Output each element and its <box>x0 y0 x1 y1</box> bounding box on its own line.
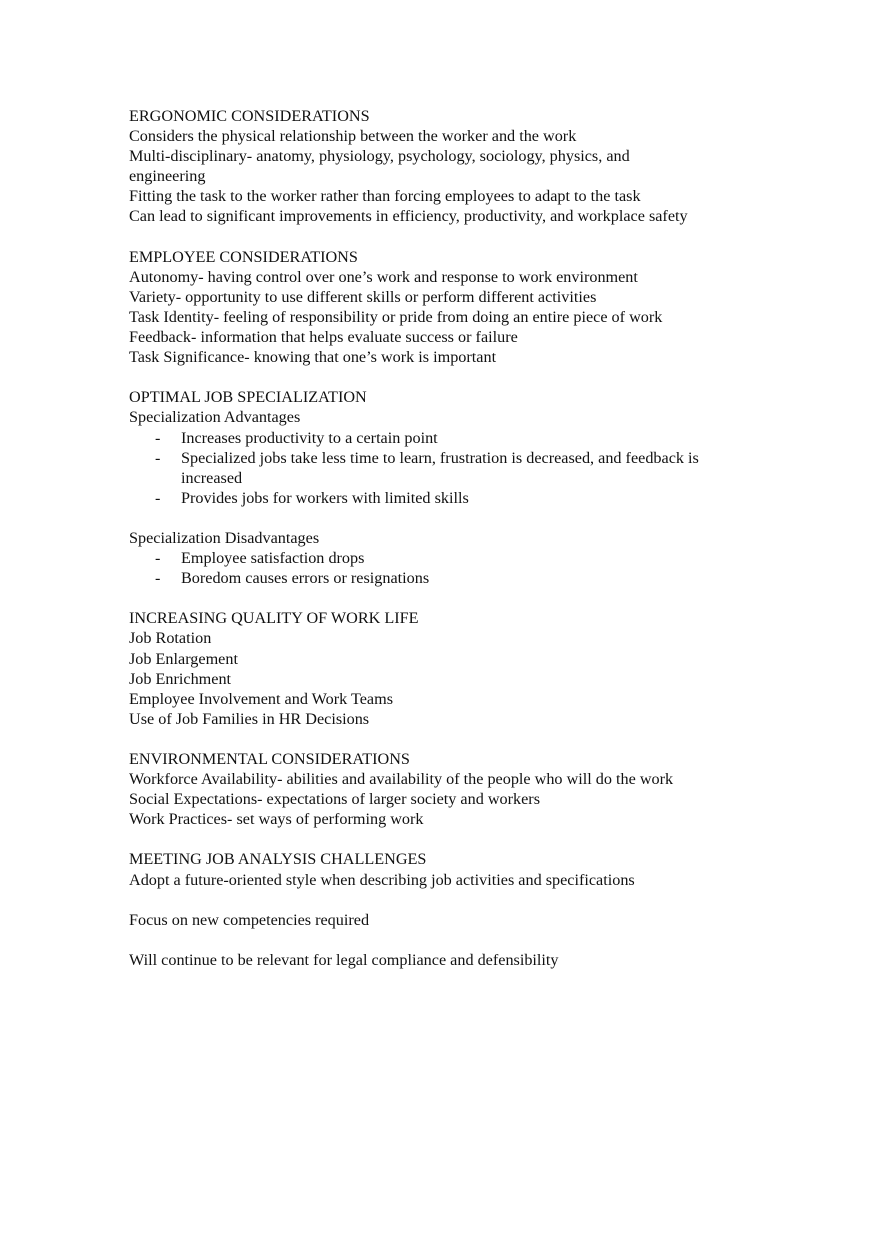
list-item <box>129 428 749 448</box>
section-heading-environmental: ENVIRONMENTAL CONSIDERATIONS <box>129 750 410 768</box>
bullet-dash: - <box>155 549 161 568</box>
text-line: Job Rotation <box>129 629 212 648</box>
text-line: Autonomy- having control over one’s work and response to work environment <box>129 267 638 286</box>
text-line: Will continue to be relevant for legal compliance and defensibility <box>129 950 559 969</box>
bullet-dash: - <box>155 428 161 447</box>
section-heading-quality: INCREASING QUALITY OF WORK LIFE <box>129 609 419 628</box>
disadvantages-list <box>129 548 749 588</box>
spacer <box>129 829 749 849</box>
text-line: Multi-disciplinary- anatomy, physiology, psychology, sociology, physics, and engineering <box>129 147 630 186</box>
text-line: Work Practices- set ways of performing work <box>129 810 424 829</box>
list-item <box>129 548 749 568</box>
spacer <box>129 930 749 950</box>
text-line: Can lead to significant improvements in efficiency, productivity, and workplace safety <box>129 207 688 226</box>
section-heading-specialization: OPTIMAL JOB SPECIALIZATION <box>129 388 367 407</box>
spacer <box>129 588 749 608</box>
spacer <box>129 890 749 910</box>
text-line: Task Significance- knowing that one’s work is important <box>129 348 497 367</box>
list-item <box>129 448 741 488</box>
text-line: Fitting the task to the worker rather than forcing employees to adapt to the task <box>129 187 641 206</box>
spacer <box>129 367 749 387</box>
spacer <box>129 508 749 528</box>
bullet-dash: - <box>155 488 161 507</box>
list-item-text: Provides jobs for workers with limited skills <box>181 488 469 507</box>
bullet-dash: - <box>155 448 161 467</box>
text-line: Focus on new competencies required <box>129 910 370 929</box>
text-line: Adopt a future-oriented style when describing job activities and specifications <box>129 870 635 889</box>
text-line: Social Expectations- expectations of larger society and workers <box>129 790 540 809</box>
section-heading-challenges: MEETING JOB ANALYSIS CHALLENGES <box>129 850 427 869</box>
section-heading-ergonomic: ERGONOMIC CONSIDERATIONS <box>129 107 370 125</box>
text-line: Considers the physical relationship between the worker and the work <box>129 127 577 146</box>
list-item <box>129 568 749 588</box>
list-item-text: Boredom causes errors or resignations <box>181 569 430 588</box>
section-heading-employee: EMPLOYEE CONSIDERATIONS <box>129 247 358 266</box>
list-item <box>129 488 749 508</box>
text-line: Job Enrichment <box>129 669 232 688</box>
text-line: Job Enlargement <box>129 649 238 668</box>
bullet-dash: - <box>155 569 161 588</box>
text-line: Variety- opportunity to use different skills or perform different activities <box>129 287 597 306</box>
advantages-list <box>129 428 749 508</box>
text-line: Employee Involvement and Work Teams <box>129 689 393 708</box>
subheading-disadvantages: Specialization Disadvantages <box>129 528 320 547</box>
text-line: Feedback- information that helps evaluate success or failure <box>129 328 518 347</box>
list-item-text: Employee satisfaction drops <box>181 549 365 568</box>
list-item-text: Specialized jobs take less time to learn, frustration is decreased, and feedback is increased <box>181 448 699 487</box>
text-line: Task Identity- feeling of responsibility or pride from doing an entire piece of work <box>129 307 663 326</box>
text-line: Workforce Availability- abilities and availability of the people who will do the work <box>129 770 674 789</box>
spacer <box>129 729 749 749</box>
list-item-text: Increases productivity to a certain point <box>181 428 438 447</box>
spacer <box>129 227 749 247</box>
subheading-advantages: Specialization Advantages <box>129 408 301 427</box>
document-body <box>129 106 749 970</box>
text-line: Use of Job Families in HR Decisions <box>129 709 370 728</box>
